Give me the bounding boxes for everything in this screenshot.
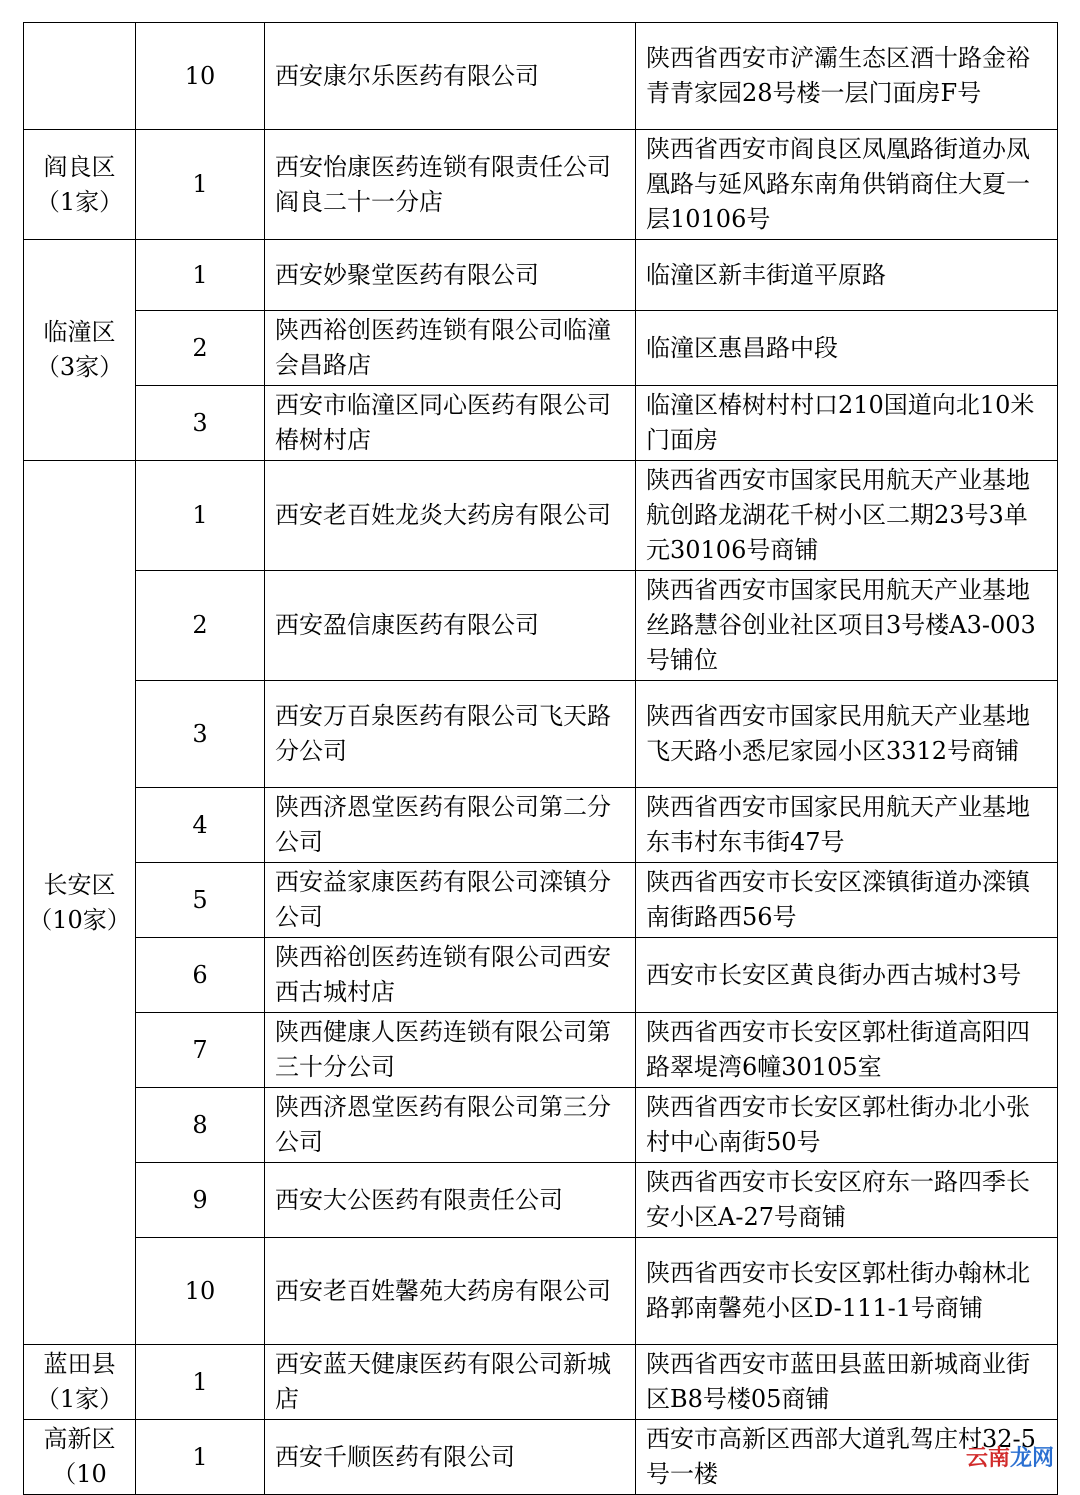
address-cell: 陕西省西安市长安区郭杜街道高阳四路翠堤湾6幢30105室 xyxy=(636,1013,1058,1088)
row-number-cell: 1 xyxy=(136,1345,265,1420)
table-row xyxy=(24,311,1058,386)
table-row xyxy=(24,938,1058,1013)
pharmacy-table-body xyxy=(24,23,1058,1495)
watermark xyxy=(966,1441,1054,1472)
pharmacy-name-cell: 西安大公医药有限责任公司 xyxy=(265,1163,636,1238)
row-number-cell: 7 xyxy=(136,1013,265,1088)
watermark-part1: 云南 xyxy=(965,1446,1010,1471)
table-row xyxy=(24,1420,1058,1495)
table-row xyxy=(24,1088,1058,1163)
row-number-cell: 1 xyxy=(136,1420,265,1495)
address-cell: 临潼区椿树村村口210国道向北10米门面房 xyxy=(636,386,1058,461)
row-number-cell: 1 xyxy=(136,130,265,240)
table-row xyxy=(24,1163,1058,1238)
table-row xyxy=(24,23,1058,130)
table-row xyxy=(24,1345,1058,1420)
table-row xyxy=(24,1013,1058,1088)
table-row xyxy=(24,1238,1058,1345)
address-cell: 陕西省西安市长安区郭杜街办北小张村中心南街50号 xyxy=(636,1088,1058,1163)
pharmacy-name-cell: 西安盈信康医药有限公司 xyxy=(265,571,636,681)
pharmacy-name-cell: 西安康尔乐医药有限公司 xyxy=(265,23,636,130)
table-row xyxy=(24,461,1058,571)
address-cell: 西安市高新区西部大道乳驾庄村32-5号一楼 xyxy=(636,1420,1058,1495)
table-row xyxy=(24,571,1058,681)
row-number-cell: 3 xyxy=(136,681,265,788)
district-cell: 阎良区（1家） xyxy=(24,130,136,240)
pharmacy-name-cell: 西安市临潼区同心医药有限公司椿树村店 xyxy=(265,386,636,461)
address-cell: 陕西省西安市长安区郭杜街办翰林北路郭南馨苑小区D-111-1号商铺 xyxy=(636,1238,1058,1345)
pharmacy-name-cell: 陕西济恩堂医药有限公司第三分公司 xyxy=(265,1088,636,1163)
district-cell: 蓝田县（1家） xyxy=(24,1345,136,1420)
address-cell: 陕西省西安市国家民用航天产业基地丝路慧谷创业社区项目3号楼A3-003号铺位 xyxy=(636,571,1058,681)
address-cell: 陕西省西安市国家民用航天产业基地航创路龙湖花千树小区二期23号3单元30106号商铺 xyxy=(636,461,1058,571)
pharmacy-name-cell: 陕西裕创医药连锁有限公司西安西古城村店 xyxy=(265,938,636,1013)
pharmacy-name-cell: 西安妙聚堂医药有限公司 xyxy=(265,240,636,311)
district-cell: 临潼区（3家） xyxy=(24,240,136,461)
pharmacy-name-cell: 西安怡康医药连锁有限责任公司阎良二十一分店 xyxy=(265,130,636,240)
row-number-cell: 9 xyxy=(136,1163,265,1238)
row-number-cell: 5 xyxy=(136,863,265,938)
pharmacy-name-cell: 西安万百泉医药有限公司飞天路分公司 xyxy=(265,681,636,788)
row-number-cell: 1 xyxy=(136,240,265,311)
address-cell: 陕西省西安市浐灞生态区酒十路金裕青青家园28号楼一层门面房F号 xyxy=(636,23,1058,130)
row-number-cell: 10 xyxy=(136,23,265,130)
pharmacy-name-cell: 西安蓝天健康医药有限公司新城店 xyxy=(265,1345,636,1420)
row-number-cell: 6 xyxy=(136,938,265,1013)
pharmacy-name-cell: 西安千顺医药有限公司 xyxy=(265,1420,636,1495)
address-cell: 陕西省西安市长安区府东一路四季长安小区A-27号商铺 xyxy=(636,1163,1058,1238)
row-number-cell: 4 xyxy=(136,788,265,863)
row-number-cell: 2 xyxy=(136,311,265,386)
pharmacy-name-cell: 西安益家康医药有限公司滦镇分公司 xyxy=(265,863,636,938)
address-cell: 临潼区新丰街道平原路 xyxy=(636,240,1058,311)
pharmacy-name-cell: 西安老百姓馨苑大药房有限公司 xyxy=(265,1238,636,1345)
address-cell: 陕西省西安市长安区滦镇街道办滦镇南街路西56号 xyxy=(636,863,1058,938)
pharmacy-name-cell: 陕西健康人医药连锁有限公司第三十分公司 xyxy=(265,1013,636,1088)
pharmacy-name-cell: 陕西济恩堂医药有限公司第二分公司 xyxy=(265,788,636,863)
table-row xyxy=(24,681,1058,788)
row-number-cell: 1 xyxy=(136,461,265,571)
address-cell: 陕西省西安市国家民用航天产业基地飞天路小悉尼家园小区3312号商铺 xyxy=(636,681,1058,788)
pharmacy-name-cell: 陕西裕创医药连锁有限公司临潼会昌路店 xyxy=(265,311,636,386)
table-row xyxy=(24,386,1058,461)
table-row xyxy=(24,240,1058,311)
address-cell: 陕西省西安市阎良区凤凰路街道办凤凰路与延风路东南角供销商住大夏一层10106号 xyxy=(636,130,1058,240)
table-row xyxy=(24,788,1058,863)
address-cell: 陕西省西安市国家民用航天产业基地东韦村东韦街47号 xyxy=(636,788,1058,863)
district-cell xyxy=(24,23,136,130)
address-cell: 临潼区惠昌路中段 xyxy=(636,311,1058,386)
row-number-cell: 10 xyxy=(136,1238,265,1345)
watermark-part2: 龙网 xyxy=(1009,1446,1054,1471)
pharmacy-table xyxy=(23,22,1058,1495)
row-number-cell: 3 xyxy=(136,386,265,461)
pharmacy-name-cell: 西安老百姓龙炎大药房有限公司 xyxy=(265,461,636,571)
table-row xyxy=(24,130,1058,240)
district-cell: 高新区（10 xyxy=(24,1420,136,1495)
address-cell: 西安市长安区黄良街办西古城村3号 xyxy=(636,938,1058,1013)
row-number-cell: 8 xyxy=(136,1088,265,1163)
table-row xyxy=(24,863,1058,938)
district-cell: 长安区（10家） xyxy=(24,461,136,1345)
address-cell: 陕西省西安市蓝田县蓝田新城商业街区B8号楼05商铺 xyxy=(636,1345,1058,1420)
row-number-cell: 2 xyxy=(136,571,265,681)
